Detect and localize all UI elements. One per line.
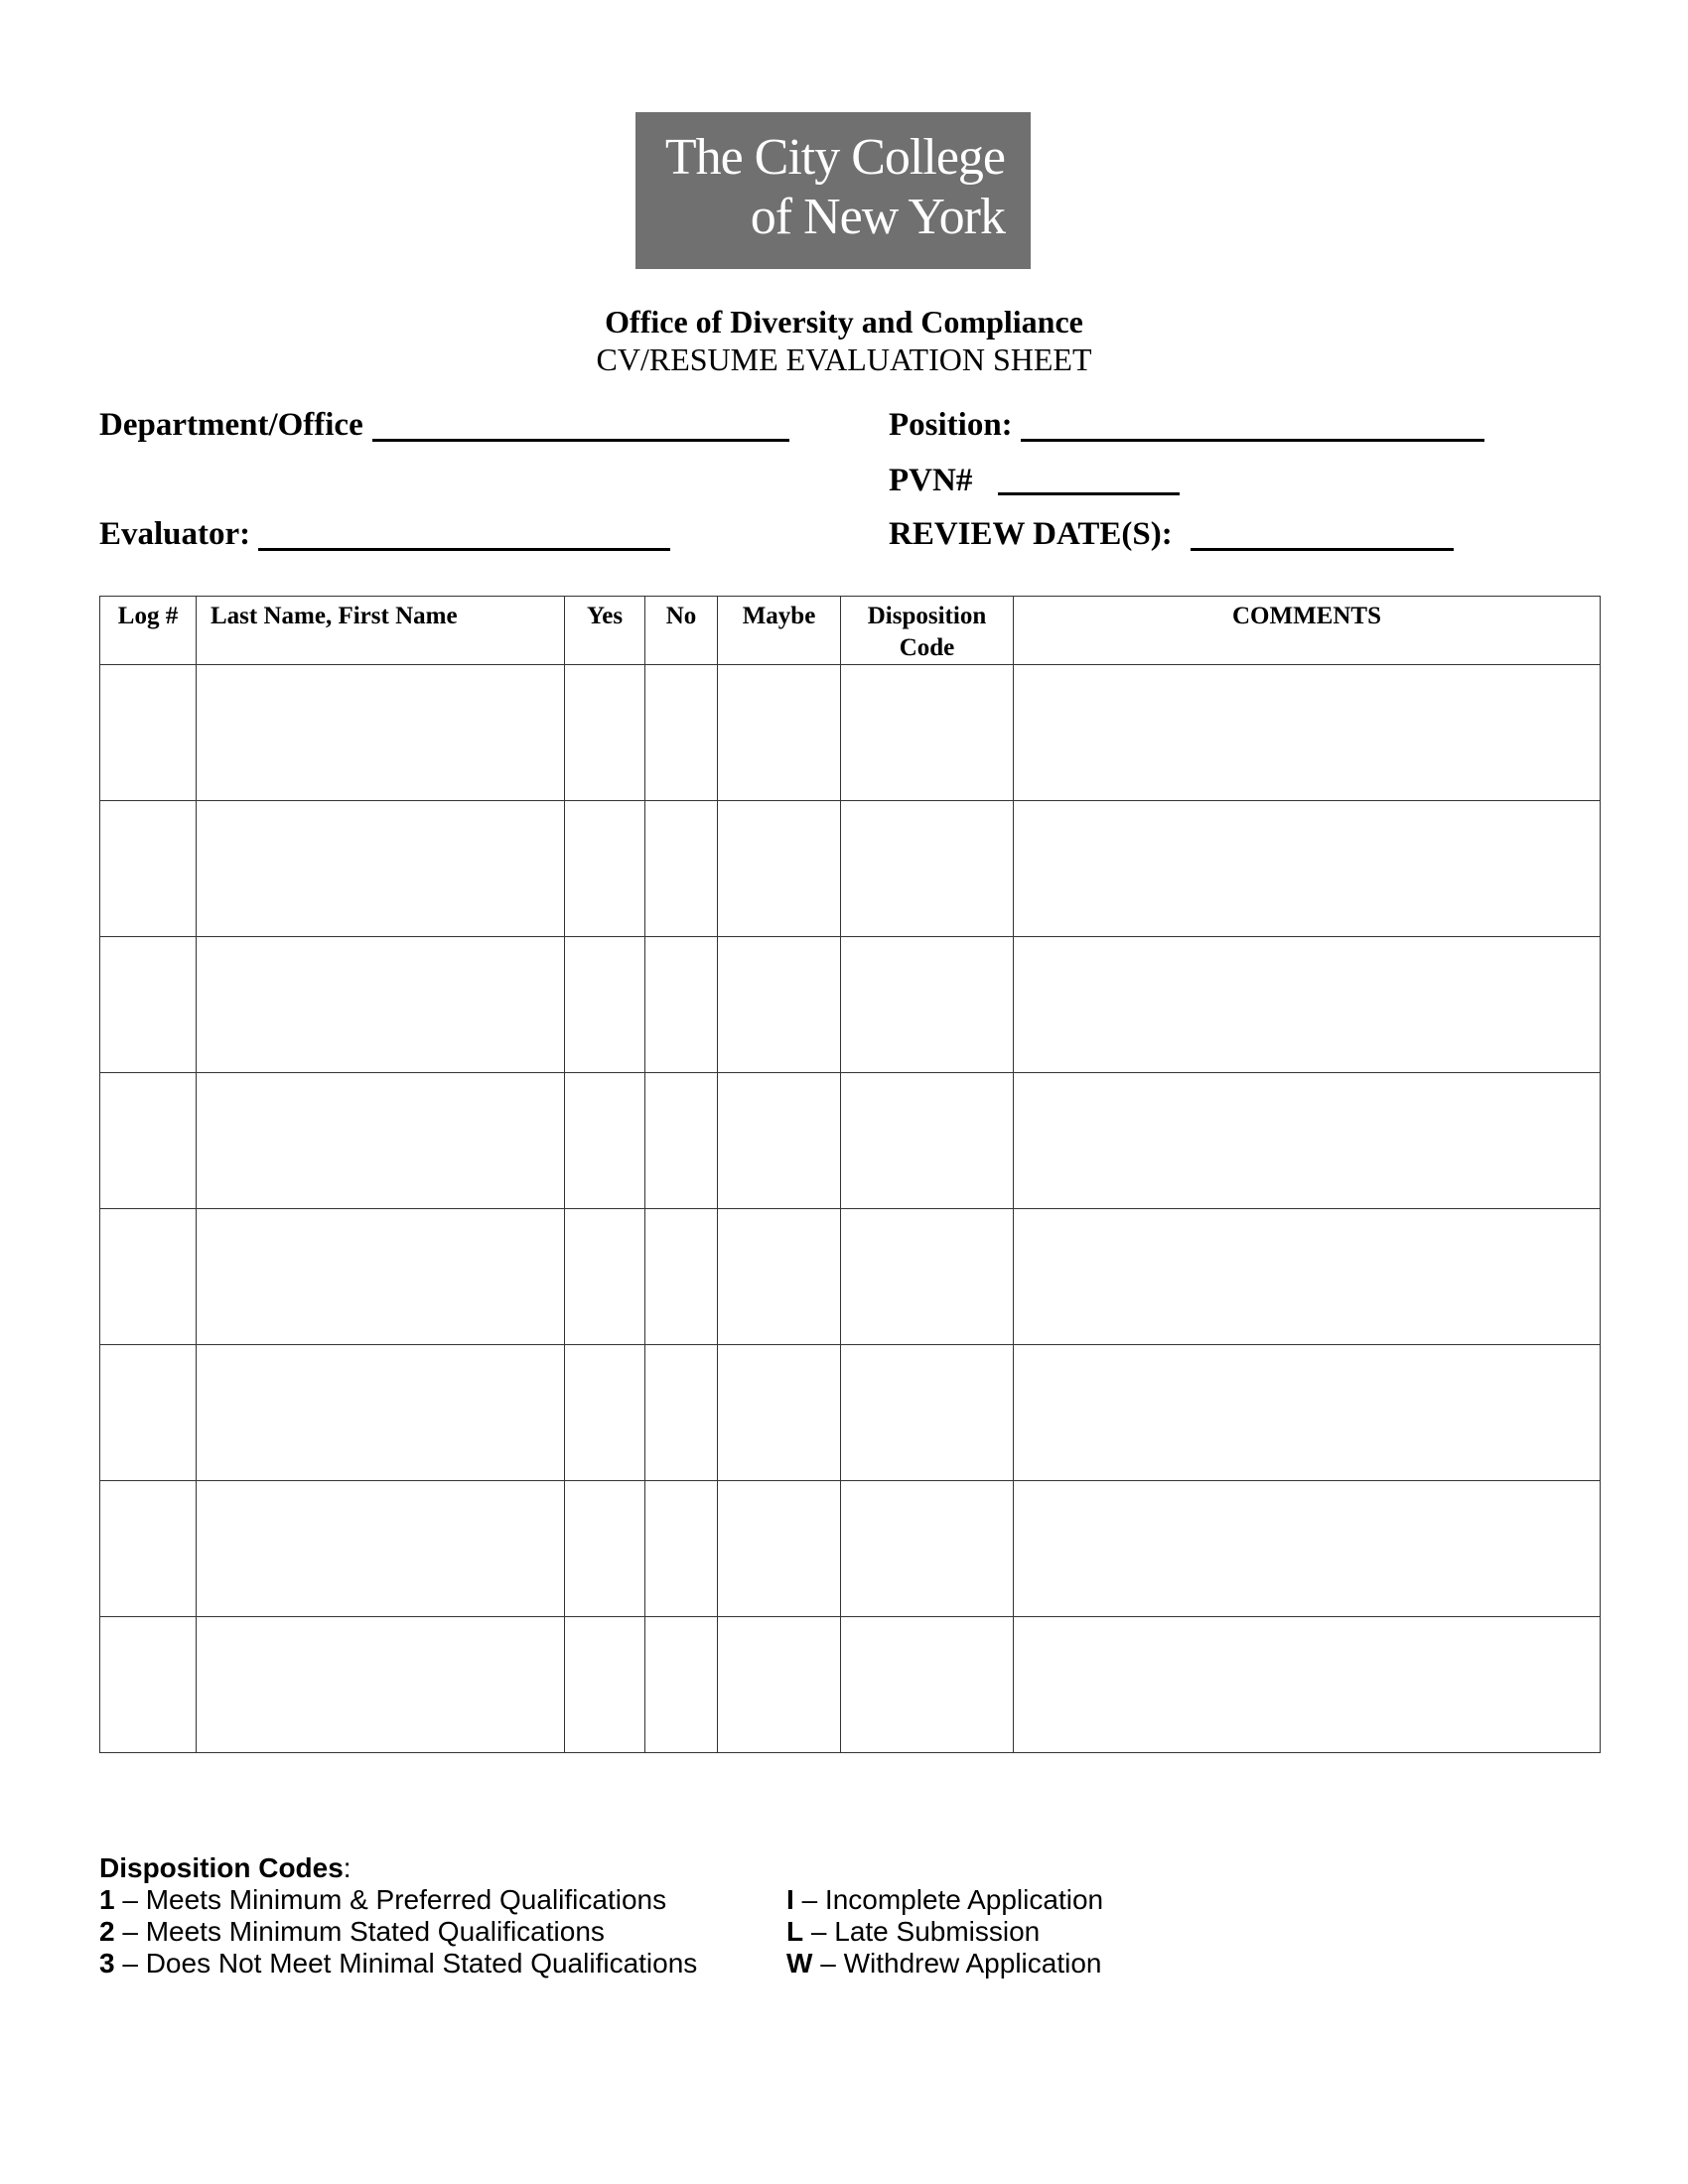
- disposition-code-cell[interactable]: [841, 1617, 1014, 1753]
- no-cell[interactable]: [645, 1617, 718, 1753]
- log-cell[interactable]: [100, 1073, 197, 1209]
- comments-cell[interactable]: [1014, 1073, 1601, 1209]
- table-row: [100, 1345, 1601, 1481]
- log-cell[interactable]: [100, 1481, 197, 1617]
- log-cell[interactable]: [100, 1345, 197, 1481]
- code-item: I – Incomplete Application: [786, 1884, 1104, 1915]
- name-cell[interactable]: [197, 1209, 565, 1345]
- code-item: 3 – Does Not Meet Minimal Stated Qualifications: [99, 1948, 698, 1979]
- disposition-code-cell[interactable]: [841, 1481, 1014, 1617]
- name-cell[interactable]: [197, 801, 565, 937]
- evaluator-label: Evaluator:: [99, 516, 251, 552]
- name-cell[interactable]: [197, 1073, 565, 1209]
- review-date-label: REVIEW DATE(S):: [889, 516, 1173, 552]
- department-label: Department/Office: [99, 407, 363, 443]
- maybe-cell[interactable]: [718, 665, 841, 801]
- table-row: [100, 1209, 1601, 1345]
- disposition-code-cell[interactable]: [841, 1073, 1014, 1209]
- maybe-cell[interactable]: [718, 1617, 841, 1753]
- maybe-cell[interactable]: [718, 1209, 841, 1345]
- no-cell[interactable]: [645, 1345, 718, 1481]
- yes-cell[interactable]: [565, 665, 645, 801]
- log-cell[interactable]: [100, 1617, 197, 1753]
- table-header-row: [100, 597, 1601, 665]
- maybe-cell[interactable]: [718, 801, 841, 937]
- yes-cell[interactable]: [565, 801, 645, 937]
- disposition-code-cell[interactable]: [841, 801, 1014, 937]
- code-item: 2 – Meets Minimum Stated Qualifications: [99, 1916, 605, 1947]
- yes-cell[interactable]: [565, 1481, 645, 1617]
- disposition-codes: Disposition Codes:: [99, 1852, 352, 1883]
- comments-cell[interactable]: [1014, 801, 1601, 937]
- comments-cell[interactable]: [1014, 665, 1601, 801]
- table-row: [100, 1481, 1601, 1617]
- pvn-label: PVN#: [889, 463, 973, 498]
- comments-cell[interactable]: [1014, 1481, 1601, 1617]
- department-field[interactable]: [372, 439, 789, 442]
- table-row: [100, 665, 1601, 801]
- comments-cell[interactable]: [1014, 1345, 1601, 1481]
- no-cell[interactable]: [645, 1209, 718, 1345]
- maybe-cell[interactable]: [718, 1481, 841, 1617]
- col-comments: COMMENTS: [1014, 597, 1601, 665]
- yes-cell[interactable]: [565, 937, 645, 1073]
- name-cell[interactable]: [197, 1345, 565, 1481]
- yes-cell[interactable]: [565, 1209, 645, 1345]
- table-row: [100, 1617, 1601, 1753]
- no-cell[interactable]: [645, 1481, 718, 1617]
- table-row: [100, 801, 1601, 937]
- maybe-cell[interactable]: [718, 1073, 841, 1209]
- position-field[interactable]: [1021, 439, 1484, 442]
- no-cell[interactable]: [645, 1073, 718, 1209]
- name-cell[interactable]: [197, 665, 565, 801]
- disposition-code-cell[interactable]: [841, 665, 1014, 801]
- log-cell[interactable]: [100, 665, 197, 801]
- yes-cell[interactable]: [565, 1073, 645, 1209]
- maybe-cell[interactable]: [718, 1345, 841, 1481]
- col-name: Last Name, First Name: [197, 597, 565, 665]
- ccny-logo: [635, 112, 1031, 269]
- col-log: Log #: [100, 597, 197, 665]
- logo-line-2: of New York: [750, 189, 1005, 245]
- comments-cell[interactable]: [1014, 1209, 1601, 1345]
- no-cell[interactable]: [645, 665, 718, 801]
- log-cell[interactable]: [100, 937, 197, 1073]
- review-date-field[interactable]: [1191, 548, 1454, 551]
- disposition-code-cell[interactable]: [841, 937, 1014, 1073]
- no-cell[interactable]: [645, 801, 718, 937]
- log-cell[interactable]: [100, 1209, 197, 1345]
- table-row: [100, 1073, 1601, 1209]
- disposition-codes-title: Disposition Codes: [99, 1852, 344, 1883]
- logo-line-1: The City College: [664, 129, 1005, 186]
- code-item: L – Late Submission: [786, 1916, 1041, 1947]
- evaluator-field[interactable]: [258, 548, 670, 551]
- form-title: CV/RESUME EVALUATION SHEET: [596, 341, 1092, 377]
- maybe-cell[interactable]: [718, 937, 841, 1073]
- name-cell[interactable]: [197, 1617, 565, 1753]
- table-row: [100, 937, 1601, 1073]
- disposition-code-cell[interactable]: [841, 1345, 1014, 1481]
- col-yes: Yes: [565, 597, 645, 665]
- col-maybe: Maybe: [718, 597, 841, 665]
- office-heading: Office of Diversity and Compliance: [605, 304, 1083, 340]
- code-item: 1 – Meets Minimum & Preferred Qualifications: [99, 1884, 667, 1915]
- code-item: W – Withdrew Application: [786, 1948, 1102, 1979]
- no-cell[interactable]: [645, 937, 718, 1073]
- position-label: Position:: [889, 407, 1013, 443]
- yes-cell[interactable]: [565, 1617, 645, 1753]
- evaluation-table: [99, 596, 1601, 1753]
- comments-cell[interactable]: [1014, 1617, 1601, 1753]
- disposition-code-cell[interactable]: [841, 1209, 1014, 1345]
- comments-cell[interactable]: [1014, 937, 1601, 1073]
- name-cell[interactable]: [197, 937, 565, 1073]
- pvn-field[interactable]: [998, 492, 1180, 495]
- yes-cell[interactable]: [565, 1345, 645, 1481]
- col-no: No: [645, 597, 718, 665]
- name-cell[interactable]: [197, 1481, 565, 1617]
- col-disposition-code: Disposition Code: [841, 597, 1014, 665]
- log-cell[interactable]: [100, 801, 197, 937]
